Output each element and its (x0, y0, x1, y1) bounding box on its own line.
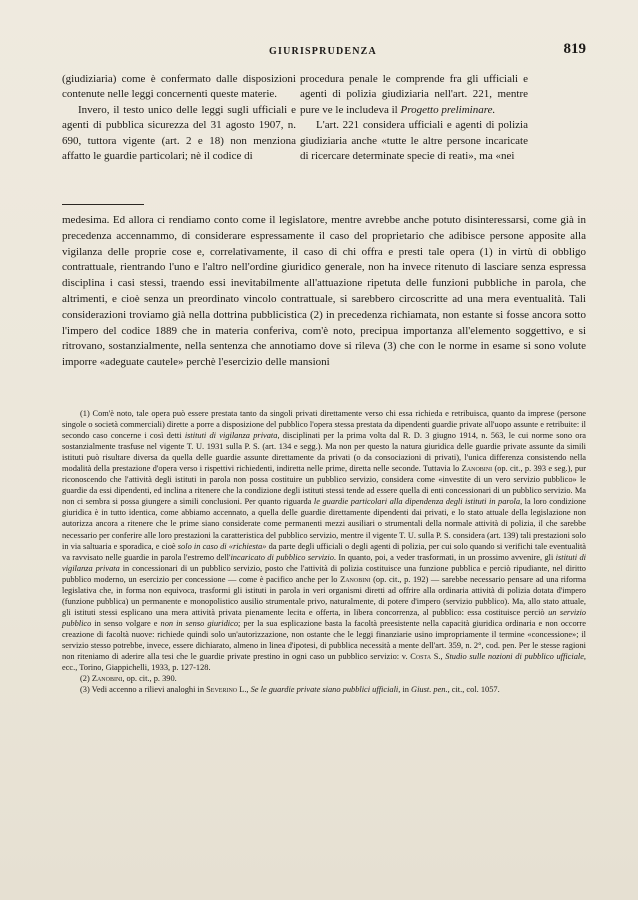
footnote-italic: solo in caso di «richiesta» (177, 541, 267, 551)
footnote-author: Costa S. (410, 652, 441, 662)
footnote-italic: un servizio pubblico (62, 607, 586, 628)
right-column (300, 72, 528, 164)
footnote-2 (62, 673, 586, 684)
footnote-text: . In quanto, poi, a veder trasformati, in un prossimo avvenire, gli (333, 552, 556, 562)
footnote-text: , (440, 652, 446, 662)
footnote-author: Zanobini (340, 574, 371, 584)
footnote-italic: Se le guardie private siano pubblici ufficiali (250, 685, 399, 695)
footnote-text: ; per la sua esplicazione basta la facoltà preesistente nella capacità giuridica ordinaria e non occorre creazione di facoltà nuove: richiede quindi solo un'autorizzazione, non ostante che le leggi finanziarie usino impropriamente il termine «concessione»; il servizio stesso potrebbe, invece, essere dichiarato, almeno in linea d'ipotesi, di pubblica necessità a mente dell'art. 359, n. 2°, cod. pen. Per le stesse ragioni non riteniamo di aderire alla tesi che le guardie private prestino in ogni caso un pubblico servizio: v. (62, 618, 586, 662)
running-head (60, 41, 586, 60)
footnote-text: , (246, 685, 251, 695)
footnote-italic: istituti di vigilanza privata (62, 552, 586, 573)
right-column-text: procedura penale le comprende fra gli ufficiali e agenti di polizia giudiziaria nell'art. 221, mentre pure ve le includeva il (300, 73, 528, 116)
footnote-1 (62, 408, 586, 673)
section-divider (62, 204, 144, 205)
left-column-paragraph-1: (giudiziaria) come è confermato dalle disposizioni contenute nelle leggi concernenti queste materie. (62, 73, 296, 101)
two-column-section (62, 72, 586, 196)
right-column-italic: Progetto preliminare. (400, 103, 496, 116)
right-column-paragraph-1 (300, 72, 528, 118)
footnote-author: Severino L. (206, 685, 247, 695)
footnotes (62, 408, 586, 695)
page-number: 819 (563, 41, 586, 57)
footnote-text: (op. cit., p. 192) — sarebbe necessario pensare ad una riforma legislativa che, in forma non equivoca, trasformi gli istituti in parola in veri organismi diretti ad offrire alla ordinaria attività di polizia dotata d'impero (funzione pubblica) un permanente e monopolistico ausilio strumentale privo, naturalmente, di potere d'impero (servizio pubblico). Ma, allo stato attuale, gli istituti stessi esplicano una mera attività privata pienamente lecita e offerta, in libera concorrenza, al pubblico: essa costituisce perciò (62, 574, 586, 617)
left-column-paragraph-2: Invero, il testo unico delle leggi sugli ufficiali e agenti di pubblica sicurezza del 31 agosto 1907, n. 690, tuttora vigente (art. 2 e 18) non menziona affatto le guardie particolari; nè il codice di (62, 103, 296, 163)
footnote-text: da parte degli ufficiali o degli agenti di polizia, per cui solo quando si verifichi tale eventualità va ravvisato nelle guardie in parola l'estremo dell' (62, 541, 586, 562)
footnote-text: (op. cit., p. 393 e seg.), pur riconoscendo che l'attività degli istituti in parola non possa costituire un pubblico servizio, considera come «investite di un vero servizio pubblico» le guardie da essi dipendenti, ed inclina a ritenere che la condizione degli istituti stessi tende ad essere quella di enti concessionari di un pubblico servizio. Ma non ci sembra si possa giungere a simili conclusioni. Per quanto riguarda (62, 464, 586, 507)
footnote-text: , op. cit., p. 390. (122, 674, 177, 684)
footnote-italic: incaricato di pubblico servizio (230, 552, 334, 562)
main-paragraph: medesima. Ed allora ci rendiamo conto come il legislatore, mentre avrebbe anche potuto disinteressarsi, come già in precedenza accennammo, di considerare espressamente il caso del proprietario che adibisce persone apposite alla vigilanza delle proprie cose e, correlativamente, il caso di chi offra e presti tale opera (1) in virtù di obbligo contrattuale, rientrando l'uno e l'altro nell'ordine giuridico generale, non ha invece ritenuto di lasciare senza espressa disciplina i casi stessi, traendo essi inevitabilmente all'attuazione ripetuta delle funzioni pubbliche in parola, che altrimenti, e cioè senza un preordinato vincolo contrattuale, si sarebbero circoscritte ad una mera eventualità. Tali considerazioni troviamo già nella dottrina pubblicistica (2) in precedenza richiamata, non estante si fosse ancora sotto l'impero del codice 1889 che in materia conferiva, com'è noto, precipua importanza all'elemento soggettivo, e si ritrovano, sostanzialmente, nella sentenza che annotiamo dove si rileva (3) che con le norme in esame si sono volute imporre «adeguate cautele» perchè l'esercizio delle mansioni (62, 214, 586, 369)
footnote-text: in concessionari di un pubblico servizio, posto che l'attività di polizia costituisce una funzione pubblica e perciò ripudiante, nel diritto pubblico moderno, un esercizio per concessione — come è pacifico anche per lo (62, 563, 586, 584)
footnote-text: (1) Com'è noto, tale opera può essere prestata tanto da singoli privati direttamente verso chi essa richieda e retribuisca, quanto da imprese (persone singole o società commerciali) dirette a porre a disposizione del pubblico l'opera stessa prestata da dipendenti guardie private all'uopo assunte e retribuite: il secondo caso concerne i così detti (62, 409, 586, 441)
footnote-italic: le guardie particolari alla dipendenza degli istituti in parola (313, 497, 521, 507)
left-column (62, 72, 296, 164)
footnote-author: Zanobini (461, 464, 493, 474)
footnote-text: , disciplinati per la prima volta dal R. D. 3 giugno 1914, n. 563, le cui norme sono ora sostanzialmente trasfuse nel vigente T. U. 1931 sulla P. S. (art. 134 e segg.). Ma non per questo la natura giuridica delle guardie private assunte da simili istituti può risultare diversa da quella delle guardie assunte direttamente da privati (o da consociazioni di privati), l'unica differenza consistendo nella modalità della prestazione d'opera verso i rispettivi richiedenti, indiretta nelle prime, diretta nelle seconde. Tuttavia lo (62, 431, 586, 474)
right-column-paragraph-2: L'art. 221 considera ufficiali e agenti di polizia giudiziaria anche «tutte le altre persone incaricate di ricercare determinate specie di reati», ma «nei (300, 119, 528, 163)
running-title: GIURISPRUDENZA (269, 46, 377, 57)
footnote-italic: Studio sulle nozioni di pubblico ufficiale (445, 652, 584, 662)
footnote-text: (3) Vedi accenno a rilievi analoghi in (80, 685, 207, 695)
footnote-text: in senso volgare e (91, 618, 161, 628)
footnote-text: , in (398, 685, 412, 695)
footnote-italic: non in senso giuridico (160, 618, 239, 628)
footnote-3 (62, 684, 586, 695)
footnote-italic: istituti di vigilanza privata (184, 431, 278, 441)
footnote-author: Zanobini (91, 674, 123, 684)
footnote-italic: Giust. pen. (411, 685, 448, 695)
footnote-text: , cit., col. 1057. (447, 685, 500, 695)
footnote-text: , ecc., Torino, Giappichelli, 1933, p. 127-128. (62, 652, 587, 673)
footnote-text: , la loro condizione giuridica è in tutto identica, come abbiamo accennato, a quella delle guardie direttamente dipendenti dai privati, e lo stato attuale della legislazione non autorizza ancora a ritenere che le prime siano considerate come permanenti mezzi ausiliari o strumentali della normale attività di polizia, il che sarebbe necessario per conferire alle loro prestazioni la caratteristica del pubblico servizio, mentre il vigente T. U. sulla P. S. considera (art. 139) tali prestazioni solo in via saltuaria e sporadica, e cioè (62, 497, 587, 551)
main-text-block (62, 213, 586, 371)
footnote-text: (2) (80, 674, 92, 684)
